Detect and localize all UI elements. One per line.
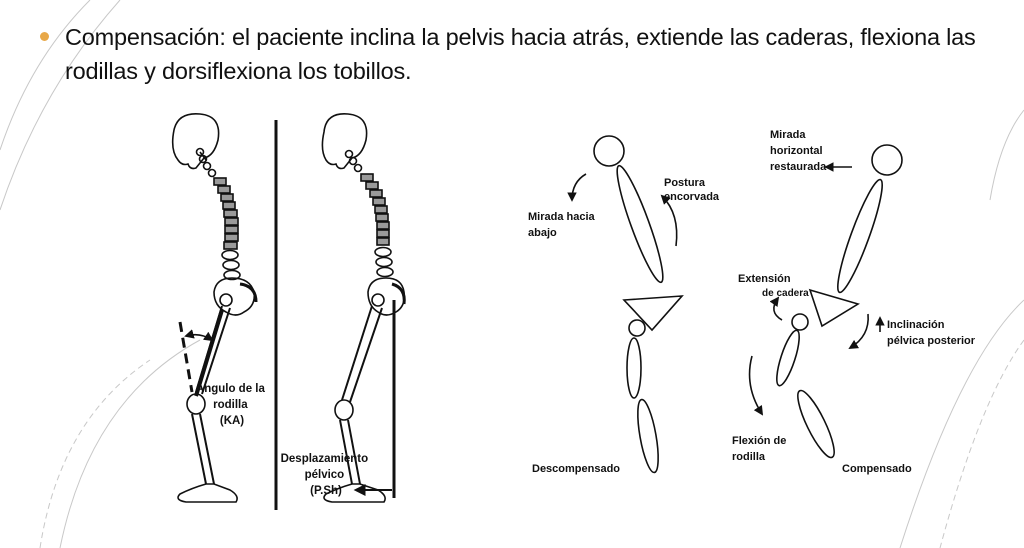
gaze-restored-label-line3: restaurada [770, 161, 827, 173]
stooped-label-line1: Postura [664, 177, 705, 189]
pelvic-tilt-arrow [850, 314, 868, 348]
pelvic-tilt-label-line1: Inclinación [887, 319, 945, 331]
pelvic-shift-label-line1: Desplazamiento [280, 453, 369, 465]
pelvic-shift-label-line2: pélvico [304, 469, 345, 481]
knee-flexion-arrow [750, 356, 762, 414]
knee-angle-label-line1: Ángulo de la [195, 383, 265, 395]
pelvic-shift-label-line3: (P.Sh) [310, 485, 342, 497]
pelvic-tilt-label-line2: pélvica posterior [887, 335, 976, 347]
compensated-label: Compensado [842, 463, 912, 475]
knee-angle-label [196, 382, 268, 427]
hip-extension-label-line1: Extensión [738, 273, 791, 285]
spine-right [346, 151, 394, 277]
knee-flexion-label [732, 435, 789, 463]
pelvic-tilt-label [887, 319, 976, 347]
gaze-restored-label-line1: Mirada [770, 129, 806, 141]
hip-extension-label [738, 273, 809, 299]
stooped-label [664, 177, 720, 203]
gaze-down-label-line1: Mirada hacia [528, 211, 595, 223]
skeleton-knee-angle [173, 114, 256, 502]
uncompensated-label: Descompensado [532, 463, 621, 475]
skeleton-pelvic-shift [322, 114, 404, 502]
hip-extension-label-line2: de cadera [762, 288, 809, 299]
stooped-arrow [662, 196, 677, 246]
knee-flexion-label-line1: Flexión de [732, 435, 787, 447]
gaze-down-arrow [572, 174, 586, 200]
knee-angle-label-line3: (KA) [219, 415, 245, 427]
gaze-restored-label-line2: horizontal [770, 145, 823, 157]
spine-left [197, 149, 241, 280]
knee-flexion-label-line2: rodilla [732, 451, 766, 463]
bullet-text: Compensación: el paciente inclina la pelvis hacia atrás, extiende las caderas, flexiona las rodillas y dorsiflexiona los tobillos. [65, 24, 976, 84]
stick-figure-compensated [772, 145, 902, 461]
knee-angle-label-line2: rodilla [213, 399, 248, 411]
gaze-restored-label [770, 129, 827, 173]
gaze-down-label-line2: abajo [528, 227, 557, 239]
gaze-down-label [528, 211, 598, 239]
hip-extension-arrow [774, 298, 782, 320]
stooped-label-line2: encorvada [664, 191, 720, 203]
